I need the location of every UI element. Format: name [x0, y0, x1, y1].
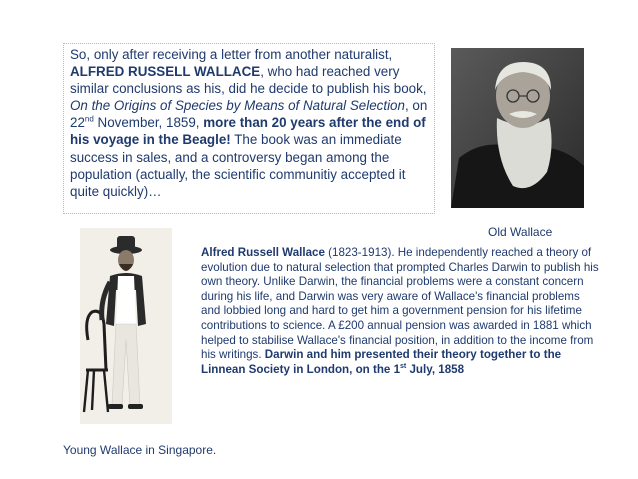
bio-name: Alfred Russell Wallace — [201, 246, 325, 259]
intro-text-part: , on 22 — [70, 98, 428, 131]
young-wallace-portrait-image — [80, 228, 172, 424]
book-title: On the Origins of Species by Means of Natural Selection — [70, 98, 405, 114]
intro-text-part: November, 1859, — [93, 115, 204, 131]
young-wallace-caption: Young Wallace in Singapore. — [63, 443, 217, 457]
wallace-name: ALFRED RUSSELL WALLACE — [70, 64, 261, 80]
old-wallace-portrait-image — [451, 48, 584, 208]
bio-highlight: July, 1858 — [406, 362, 465, 376]
intro-text-part: , who had reached very similar conclusions as his, did he decide to publish his book, — [70, 64, 427, 97]
bio-highlight: Darwin and him presented their theory together to the Linnean Society in London, on the 1 — [201, 348, 562, 376]
bio-text-part: (1823-1913). He independently reached a theory of evolution due to natural selection that prompted Charles Darwin to publish his own theory. Unlike Darwin, the financial problems were a constant concern during his life, and Darwin was very aware of Wallace's financial problems and lobbied long and hard to get him a government pension for his lifetime contributions to science. A £200 annual pension was awarded in 1881 which helped to stabilise Wallace's financial position, in addition to the income from his writings. — [201, 246, 599, 362]
intro-text-part: The book was an immediate success in sales, and a controversy began among the population (actually, the scientific communitiy accepted it quite quickly)… — [70, 132, 406, 199]
intro-text-box — [63, 43, 435, 214]
date-suffix: nd — [84, 114, 94, 124]
wallace-bio-text — [201, 246, 601, 377]
old-wallace-photo — [451, 48, 584, 208]
old-wallace-caption: Old Wallace — [488, 225, 553, 239]
highlight-text: more than 20 years after the end of his voyage in the Beagle! — [70, 115, 426, 148]
intro-text-part: So, only after receiving a letter from another naturalist, — [70, 47, 393, 62]
young-wallace-photo — [80, 228, 172, 424]
date-suffix: st — [400, 362, 407, 370]
